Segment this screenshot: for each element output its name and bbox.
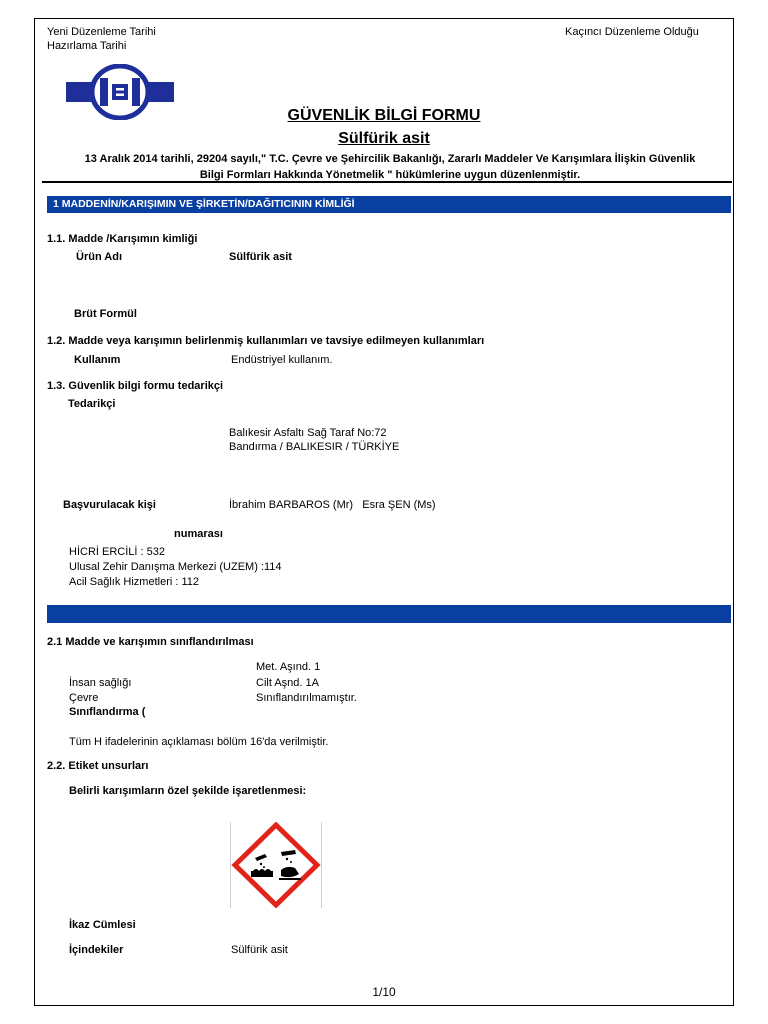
contents-label: İçindekiler <box>69 944 124 956</box>
supplier-label: Tedarikçi <box>68 398 116 410</box>
phone-hicri: HİCRİ ERCİLİ : 532 <box>69 546 165 558</box>
revision-date-label: Yeni Düzenleme Tarihi <box>47 26 156 38</box>
page-number: 1/10 <box>372 985 396 999</box>
corrosion-pictogram-icon <box>231 822 321 908</box>
regulation-text <box>40 151 740 183</box>
phone-emergency: Acil Sağlık Hizmetleri : 112 <box>69 576 200 588</box>
phone-uzem: Ulusal Zehir Danışma Merkezi (UZEM) :114 <box>69 561 282 573</box>
revision-no-label: Kaçıncı Düzenleme Olduğu <box>565 26 699 38</box>
h-statement-note: Tüm H ifadelerinin açıklaması bölüm 16'da verilmiştir. <box>69 736 329 748</box>
regulation-line-2: Bilgi Formları Hakkında Yönetmelik " hükümlerine uygun düzenlenmiştir. <box>199 169 581 181</box>
s21-title: 2.1 Madde ve karışımın sınıflandırılması <box>47 636 254 648</box>
usage-value: Endüstriyel kullanım. <box>231 354 333 366</box>
formula-label: Brüt Formül <box>74 308 137 320</box>
class-value-2: Cilt Aşnd. 1A <box>256 677 319 689</box>
section2-bar <box>47 605 731 623</box>
prep-date-label: Hazırlama Tarihi <box>47 40 127 52</box>
address-line-1: Balıkesir Asfaltı Sağ Taraf No:72 <box>229 427 387 439</box>
usage-label: Kullanım <box>74 354 121 366</box>
section1-bar <box>47 196 731 213</box>
s13-title: 1.3. Güvenlik bilgi formu tedarikçi <box>47 380 224 392</box>
section1-heading: 1 MADDENİN/KARIŞIMIN VE ŞİRKETİN/DAĞITICININ KİMLİĞİ <box>53 198 355 210</box>
product-title: Sülfürik asit <box>338 130 430 147</box>
contact-value: İbrahim BARBAROS (Mr) Esra ŞEN (Ms) <box>229 499 436 511</box>
environment-value: Sınıflandırılmamıştır. <box>256 692 357 704</box>
document-title: GÜVENLİK BİLGİ FORMU <box>287 107 481 124</box>
human-health-label: İnsan sağlığı <box>69 677 132 689</box>
class-value-1: Met. Aşınd. 1 <box>256 661 321 673</box>
contact-label: Başvurulacak kişi <box>63 499 156 511</box>
s12-title: 1.2. Madde veya karışımın belirlenmiş kullanımları ve tavsiye edilmeyen kullanımları <box>47 335 485 347</box>
product-name-value: Sülfürik asit <box>229 251 292 263</box>
address-line-2: Bandırma / BALIKESIR / TÜRKİYE <box>229 441 400 453</box>
numbers-label: numarası <box>174 528 223 540</box>
s11-title: 1.1. Madde /Karışımın kimliği <box>47 233 198 245</box>
special-marking-label: Belirli karışımların özel şekilde işaretlenmesi: <box>69 785 307 797</box>
pictogram-frame <box>230 822 322 908</box>
contents-value: Sülfürik asit <box>231 944 288 956</box>
regulation-line-1: 13 Aralık 2014 tarihli, 29204 sayılı," T.C. Çevre ve Şehircilik Bakanlığı, Zararlı Maddeler Ve Karışımlara İlişkin Güvenlik <box>84 153 696 165</box>
warning-label: İkaz Cümlesi <box>69 919 136 931</box>
product-name-label: Ürün Adı <box>76 251 123 263</box>
s22-title: 2.2. Etiket unsurları <box>47 760 149 772</box>
classification-label: Sınıflandırma ( <box>69 706 146 718</box>
header-rule <box>42 181 732 183</box>
environment-label: Çevre <box>69 692 99 704</box>
